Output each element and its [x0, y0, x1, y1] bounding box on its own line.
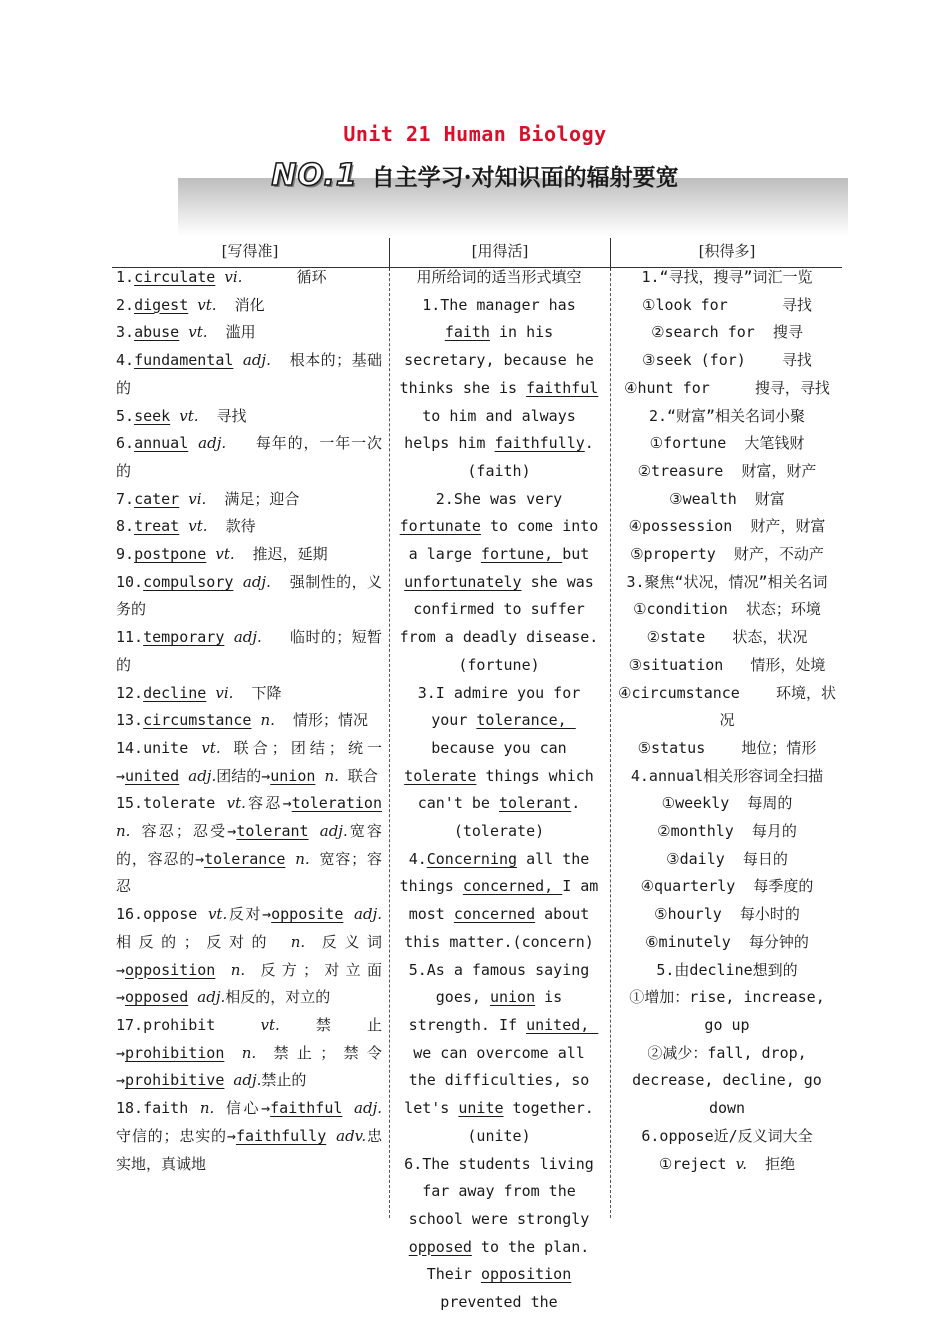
- text-segment: 团结的→: [216, 766, 271, 785]
- text-segment: ④hunt for 搜寻，寻找: [624, 378, 830, 397]
- accumulation-item: [616, 735, 838, 763]
- section-subtitle: 自主学习·对知识面的辐射要宽: [371, 164, 679, 191]
- part-of-speech: v.: [735, 1154, 748, 1173]
- vocabulary-item: [116, 790, 382, 901]
- text-segment: 推迟，延期: [234, 545, 328, 564]
- part-of-speech: n.: [241, 1043, 257, 1062]
- vocabulary-item: [116, 624, 382, 679]
- vocabulary-item: [116, 430, 382, 485]
- text-segment: 17.prohibit: [116, 1015, 261, 1034]
- part-of-speech: vt.: [201, 738, 221, 757]
- text-segment: 相反的，对立的: [225, 988, 331, 1007]
- vocabulary-item: [116, 1095, 382, 1178]
- text-segment: 根本的；基础的: [116, 351, 383, 397]
- text-segment: [170, 407, 179, 425]
- text-segment: ⑤status 地位；情形: [637, 738, 817, 757]
- text-segment: 强制性的，义务的: [116, 572, 383, 619]
- answer-word: temporary: [143, 628, 225, 647]
- text-segment: .(tolerate): [453, 794, 581, 841]
- text-segment: ②search for 搜寻: [651, 323, 803, 342]
- text-segment: [215, 961, 230, 979]
- accumulation-item: [616, 1040, 838, 1123]
- vocabulary-item: [116, 680, 382, 708]
- text-segment: 1.The manager has: [422, 295, 585, 314]
- accumulation-item: [616, 569, 838, 597]
- answer-word: abuse: [134, 323, 180, 342]
- text-segment: [188, 434, 198, 452]
- text-segment: ③wealth 财富: [669, 489, 785, 508]
- text-segment: ②state 状态，状况: [646, 628, 808, 647]
- answer-word: union: [489, 988, 536, 1007]
- word-accumulation-list: [616, 264, 838, 1178]
- part-of-speech: adj.: [242, 351, 271, 370]
- text-segment: 4.: [408, 849, 427, 868]
- accumulation-item: [616, 486, 838, 514]
- answer-word: faith: [444, 323, 490, 342]
- part-of-speech: vt.: [188, 517, 208, 536]
- text-segment: [343, 905, 354, 923]
- text-segment: ①condition 状态；环境: [633, 600, 821, 619]
- part-of-speech: vt.: [197, 295, 217, 314]
- answer-word: treat: [134, 517, 180, 536]
- text-segment: prevented the: [440, 1265, 581, 1312]
- answer-word: digest: [134, 295, 189, 314]
- vocabulary-item: [116, 541, 382, 569]
- answer-word: union: [270, 766, 316, 785]
- text-segment: 消化: [216, 295, 265, 314]
- text-segment: 1.: [116, 268, 135, 286]
- text-segment: 11.: [116, 628, 144, 647]
- vocabulary-item: [116, 569, 382, 624]
- accumulation-item: [616, 375, 838, 403]
- answer-word: tolerance,: [476, 711, 576, 730]
- text-segment: [188, 296, 197, 314]
- vocabulary-item: [116, 347, 382, 402]
- text-segment: 拒绝: [747, 1154, 796, 1173]
- text-segment: ①增加：rise, increase, go up: [629, 988, 834, 1034]
- column-header-write: [写得准]: [221, 242, 279, 260]
- column-divider: [610, 238, 611, 1218]
- text-segment: 4.annual相关形容词全扫描: [630, 766, 824, 785]
- text-segment: 2.: [116, 295, 135, 314]
- accumulation-item: [616, 513, 838, 541]
- text-segment: [188, 988, 197, 1006]
- part-of-speech: adj.: [233, 1071, 262, 1090]
- text-segment: 宽容的，容忍的→: [116, 822, 382, 868]
- text-segment: 7.: [116, 489, 135, 508]
- answer-word: faithful: [526, 378, 599, 397]
- text-segment: 容忍→: [245, 794, 292, 813]
- accumulation-item: [616, 680, 838, 735]
- text-segment: 容忍；忍受→: [130, 822, 237, 841]
- text-segment: 5.: [116, 406, 135, 425]
- accumulation-item: [616, 984, 838, 1039]
- text-segment: [206, 545, 215, 563]
- text-segment: together.(unite): [467, 1099, 594, 1145]
- text-segment: [224, 1044, 241, 1062]
- accumulation-item: [616, 458, 838, 486]
- vocabulary-item: [116, 319, 382, 347]
- accumulation-item: [616, 957, 838, 985]
- answer-word: faithful: [270, 1099, 343, 1118]
- text-segment: 6.The students living far away from the school were strongly: [404, 1154, 603, 1228]
- accumulation-item: [616, 818, 838, 846]
- part-of-speech: n.: [116, 822, 131, 841]
- answer-word: tolerate: [404, 766, 477, 785]
- text-segment: but: [562, 545, 599, 564]
- accumulation-item: [616, 652, 838, 680]
- accumulation-item: [616, 292, 838, 320]
- answer-word: concerned,: [462, 877, 563, 896]
- text-segment: 4.: [116, 351, 135, 370]
- answer-word: postpone: [134, 545, 207, 564]
- exercise-item: [396, 1151, 602, 1317]
- part-of-speech: n.: [230, 960, 246, 979]
- answer-word: fortune,: [480, 545, 563, 564]
- text-segment: 5.As a famous saying goes,: [408, 960, 599, 1007]
- text-segment: 联合: [338, 766, 378, 785]
- text-segment: 6.oppose近/反义词大全: [641, 1126, 813, 1145]
- text-segment: because you can: [431, 738, 576, 757]
- accumulation-item: [616, 790, 838, 818]
- text-segment: 宽容；容忍: [116, 849, 383, 896]
- text-segment: 款待: [207, 517, 256, 536]
- text-segment: [382, 794, 391, 812]
- text-segment: is strength. If: [408, 988, 572, 1034]
- answer-word: tolerant: [236, 822, 309, 841]
- text-segment: 用所给词的适当形式填空: [416, 268, 582, 286]
- answer-word: circumstance: [143, 711, 252, 730]
- text-segment: ④circumstance 环境，状况: [618, 683, 836, 730]
- vocabulary-item: [116, 264, 382, 292]
- part-of-speech: vi.: [224, 268, 243, 286]
- part-of-speech: adj.: [233, 628, 262, 647]
- text-segment: 循环: [242, 268, 327, 286]
- answer-word: compulsory: [143, 572, 234, 591]
- accumulation-item: [616, 1123, 838, 1151]
- text-segment: things which can't be: [417, 766, 603, 813]
- accumulation-item: [616, 763, 838, 791]
- answer-word: faithfully: [494, 434, 585, 453]
- answer-word: opposed: [125, 988, 189, 1007]
- answer-word: fundamental: [134, 351, 234, 370]
- text-segment: ④possession 财产，财富: [628, 517, 826, 536]
- text-segment: ③daily 每日的: [666, 849, 788, 868]
- answer-word: tolerant: [499, 794, 572, 813]
- accumulation-item: [616, 873, 838, 901]
- text-segment: ①reject: [658, 1154, 736, 1173]
- answer-word: unfortunately: [404, 572, 522, 591]
- text-segment: 联合；团结；统一→: [116, 738, 382, 785]
- text-segment: ⑤hourly 每小时的: [654, 905, 800, 924]
- answer-word: united: [125, 766, 180, 785]
- text-segment: we can overcome all the difficulties, so let's: [404, 1043, 599, 1118]
- text-segment: [179, 490, 188, 508]
- part-of-speech: adv.: [336, 1126, 367, 1145]
- text-segment: [233, 351, 242, 369]
- part-of-speech: adj.: [198, 434, 227, 453]
- part-of-speech: n.: [199, 1099, 215, 1118]
- part-of-speech: vt.: [226, 794, 246, 813]
- column-header-accumulate: [积得多]: [698, 242, 756, 260]
- accumulation-item: [616, 901, 838, 929]
- accumulation-item: [616, 319, 838, 347]
- accumulation-item: [616, 403, 838, 431]
- text-segment: in his secretary, because he thinks she is: [399, 323, 603, 397]
- vocabulary-item: [116, 1012, 382, 1095]
- column-divider: [389, 238, 390, 1218]
- text-segment: [326, 1127, 336, 1145]
- part-of-speech: n.: [290, 932, 306, 951]
- answer-word: cater: [134, 489, 180, 508]
- text-segment: 禁止→: [116, 1015, 382, 1062]
- answer-word: prohibitive: [125, 1071, 225, 1090]
- unit-title: Unit 21 Human Biology: [343, 122, 607, 146]
- part-of-speech: adj.: [188, 766, 217, 785]
- text-segment: 2.She was very: [435, 489, 572, 508]
- part-of-speech: vt.: [188, 323, 208, 342]
- part-of-speech: n.: [324, 766, 339, 785]
- answer-word: tolerance: [204, 849, 286, 868]
- vocabulary-item: [116, 707, 382, 735]
- answer-word: seek: [134, 406, 171, 425]
- text-segment: 寻找: [198, 406, 247, 425]
- text-segment: ②monthly 每月的: [657, 822, 797, 841]
- vocabulary-item: [116, 292, 382, 320]
- answer-word: unite: [458, 1099, 504, 1118]
- accumulation-item: [616, 430, 838, 458]
- text-segment: ①weekly 每周的: [661, 794, 793, 813]
- text-segment: 2.“财富”相关名词小聚: [648, 406, 806, 425]
- text-segment: all the things: [399, 849, 599, 896]
- section-number-badge: NO.1: [271, 158, 358, 193]
- vocabulary-item: [116, 513, 382, 541]
- text-segment: about this matter.(concern): [404, 905, 599, 951]
- text-segment: [309, 822, 320, 840]
- answer-word: faithfully: [235, 1126, 327, 1145]
- part-of-speech: n.: [260, 711, 275, 730]
- text-segment: [179, 323, 188, 341]
- text-segment: ①fortune 大笔钱财: [649, 434, 805, 453]
- text-segment: ⑤property 财产，不动产: [630, 545, 824, 564]
- column-header-use: [用得活]: [471, 242, 529, 260]
- answer-word: opposition: [125, 960, 216, 979]
- text-segment: 1.“寻找，搜寻”词汇一览: [641, 268, 813, 286]
- text-segment: 15.tolerate: [116, 794, 227, 813]
- text-segment: 3.: [116, 323, 135, 342]
- part-of-speech: adj.: [319, 822, 348, 841]
- answer-word: fortunate: [399, 517, 481, 536]
- text-segment: 14.unite: [116, 738, 202, 757]
- answer-word: toleration: [291, 794, 382, 813]
- accumulation-item: [616, 264, 838, 292]
- text-segment: 8.: [116, 517, 135, 536]
- part-of-speech: vt.: [207, 905, 228, 924]
- text-segment: 禁止；禁令→: [116, 1043, 382, 1090]
- text-segment: 18.faith: [116, 1099, 200, 1118]
- part-of-speech: adj.: [242, 572, 271, 591]
- answer-word: opposite: [271, 905, 344, 924]
- text-segment: 相反的；反对的: [116, 932, 291, 951]
- text-segment: 滥用: [207, 323, 256, 342]
- text-segment: 3.I admire you for your: [417, 683, 590, 730]
- exercise-item: [396, 846, 608, 957]
- text-segment: [342, 1099, 354, 1117]
- text-segment: to the plan. Their: [426, 1237, 599, 1284]
- exercise-item: [396, 680, 602, 846]
- exercise-item: [396, 264, 602, 292]
- answer-word: opposition: [480, 1265, 572, 1284]
- part-of-speech: adj.: [354, 905, 382, 924]
- answer-word: prohibition: [125, 1043, 225, 1062]
- text-segment: 守信的；忠实的→: [116, 1126, 236, 1145]
- part-of-speech: vt.: [260, 1015, 280, 1034]
- text-segment: ①look for 寻找: [642, 295, 812, 314]
- answer-word: Concerning: [426, 849, 518, 868]
- text-segment: ②减少：fall, drop, decrease, decline, go down: [632, 1043, 831, 1118]
- text-segment: 禁止的: [261, 1071, 307, 1090]
- text-segment: 5.由decline想到的: [656, 960, 798, 979]
- text-segment: 忠实地，真诚地: [116, 1126, 382, 1173]
- text-segment: she was confirmed to suffer from a deadly disease.(fortune): [399, 572, 603, 674]
- accumulation-item: [616, 846, 838, 874]
- text-segment: 10.: [116, 572, 144, 591]
- text-segment: 情形；情况: [274, 711, 368, 730]
- exercise-item: [396, 957, 602, 1151]
- accumulation-item: [616, 596, 838, 624]
- text-segment: to him and always helps him: [404, 378, 608, 453]
- answer-word: united,: [526, 1015, 599, 1034]
- text-segment: 临时的；短暂的: [116, 628, 383, 674]
- text-segment: 满足；迎合: [206, 489, 300, 508]
- text-segment: to come into a large: [408, 517, 608, 564]
- vocabulary-item: [116, 735, 382, 790]
- text-segment: 12.: [116, 683, 144, 702]
- accumulation-item: [616, 929, 838, 957]
- text-segment: [206, 684, 215, 702]
- text-segment: 反方；对立面→: [116, 960, 382, 1007]
- vocabulary-item: [116, 486, 382, 514]
- part-of-speech: n.: [295, 849, 310, 868]
- part-of-speech: vt.: [215, 545, 235, 564]
- part-of-speech: adj.: [197, 988, 226, 1007]
- text-segment: 下降: [233, 683, 282, 702]
- answer-word: opposed: [408, 1237, 472, 1256]
- part-of-speech: vt.: [179, 406, 199, 425]
- part-of-speech: vi.: [215, 683, 234, 702]
- accumulation-item: [616, 347, 838, 375]
- vocabulary-item: [116, 901, 382, 1012]
- text-segment: ③seek (for) 寻找: [642, 351, 812, 370]
- text-segment: 反对→: [227, 905, 272, 924]
- text-segment: 每年的，一年一次的: [116, 434, 383, 480]
- accumulation-item: [616, 1151, 838, 1179]
- text-segment: 9.: [116, 545, 135, 564]
- vocabulary-list: [116, 264, 382, 1178]
- exercise-item: [396, 292, 608, 486]
- text-segment: 3.聚焦“状况，情况”相关名词: [626, 572, 828, 591]
- text-segment: [251, 711, 260, 729]
- text-segment: ④quarterly 每季度的: [640, 877, 814, 896]
- text-segment: .(faith): [467, 434, 594, 480]
- text-segment: ⑥minutely 每分钟的: [645, 932, 809, 951]
- accumulation-item: [616, 541, 838, 569]
- exercise-item: [396, 486, 608, 680]
- text-segment: [285, 850, 295, 868]
- part-of-speech: adj.: [354, 1099, 382, 1118]
- text-segment: [224, 628, 233, 646]
- text-segment: 13.: [116, 711, 144, 730]
- text-segment: 6.: [116, 434, 135, 453]
- text-segment: 16.oppose: [116, 905, 208, 924]
- answer-word: annual: [134, 434, 189, 453]
- text-segment: ②treasure 财富，财产: [637, 461, 817, 480]
- part-of-speech: vi.: [188, 489, 207, 508]
- answer-word: circulate: [134, 268, 216, 286]
- vocabulary-item: [116, 403, 382, 431]
- section-banner-text: [0, 158, 950, 193]
- answer-word: decline: [143, 683, 207, 702]
- answer-word: concerned: [453, 905, 536, 924]
- fill-in-exercises: [396, 264, 608, 1317]
- text-segment: ③situation 情形，处境: [628, 655, 826, 674]
- text-segment: [233, 573, 242, 591]
- text-segment: [179, 767, 188, 785]
- text-segment: [179, 517, 188, 535]
- text-segment: I am most: [408, 877, 608, 924]
- text-segment: 信心→: [214, 1099, 271, 1118]
- text-segment: 反义词→: [116, 932, 382, 979]
- accumulation-item: [616, 624, 838, 652]
